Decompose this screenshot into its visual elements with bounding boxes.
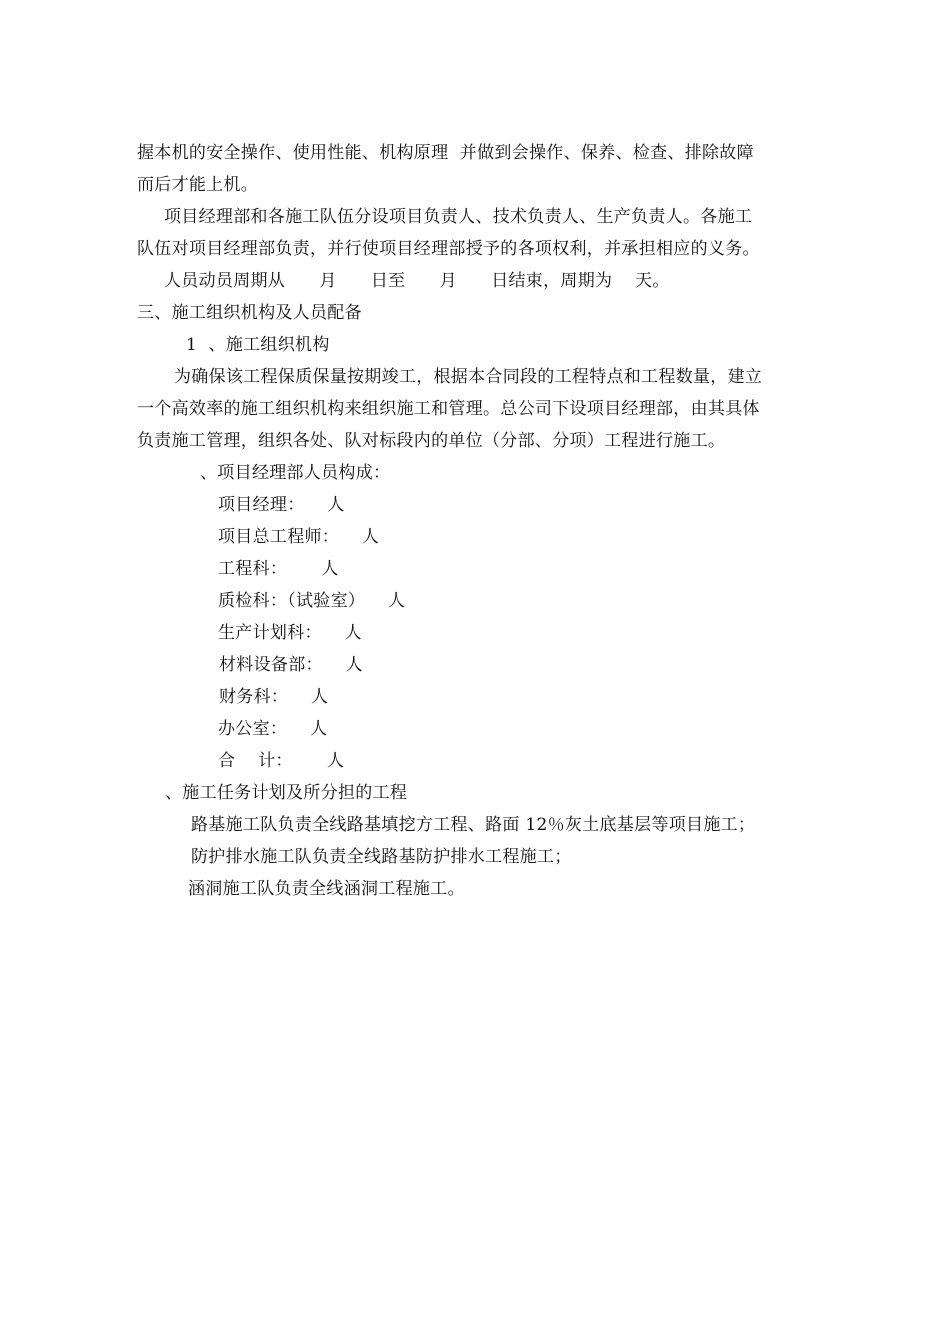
staff-list-item: 材料设备部： 人 <box>219 655 363 675</box>
paragraph-line: 项目经理部和各施工队伍分设项目负责人、技术负责人、生产负责人。各施工 <box>164 207 753 227</box>
paragraph-line: 队伍对项目经理部负责，并行使项目经理部授予的各项权利，并承担相应的义务。 <box>137 239 760 259</box>
section-heading: 三、施工组织机构及人员配备 <box>137 303 362 323</box>
paragraph-line: 而后才能上机。 <box>137 175 259 195</box>
list-heading: 、项目经理部人员构成： <box>200 463 391 483</box>
subsection-heading: 1 、施工组织机构 <box>186 335 330 355</box>
paragraph-line: 握本机的安全操作、使用性能、机构原理 并做到会操作、保养、检查、排除故障 <box>137 143 754 163</box>
paragraph-line: 一个高效率的施工组织机构来组织施工和管理。总公司下设项目经理部，由其具体 <box>137 399 760 419</box>
paragraph-line: 人员动员周期从 月 日至 月 日结束，周期为 天。 <box>164 271 670 291</box>
staff-list-item: 工程科： 人 <box>218 559 339 579</box>
staff-list-item: 项目总工程师： 人 <box>218 527 380 547</box>
staff-list-item: 办公室： 人 <box>218 719 328 739</box>
staff-list-item: 生产计划科： 人 <box>218 623 362 643</box>
task-list-item: 涵洞施工队负责全线涵洞工程施工。 <box>188 879 465 899</box>
staff-list-item: 质检科：（试验室） 人 <box>218 591 406 611</box>
task-list-item: 路基施工队负责全线路基填挖方工程、路面 12％灰土底基层等项目施工； <box>191 815 756 835</box>
paragraph-line: 为确保该工程保质保量按期竣工，根据本合同段的工程特点和工程数量，建立 <box>174 367 763 387</box>
paragraph-line: 负责施工管理，组织各处、队对标段内的单位（分部、分项）工程进行施工。 <box>137 431 726 451</box>
staff-list-item: 财务科： 人 <box>219 687 329 707</box>
list-heading: 、施工任务计划及所分担的工程 <box>165 783 408 803</box>
staff-list-item: 项目经理： 人 <box>218 495 345 515</box>
staff-total: 合 计： 人 <box>218 751 345 771</box>
task-list-item: 防护排水施工队负责全线路基防护排水工程施工； <box>191 847 572 867</box>
